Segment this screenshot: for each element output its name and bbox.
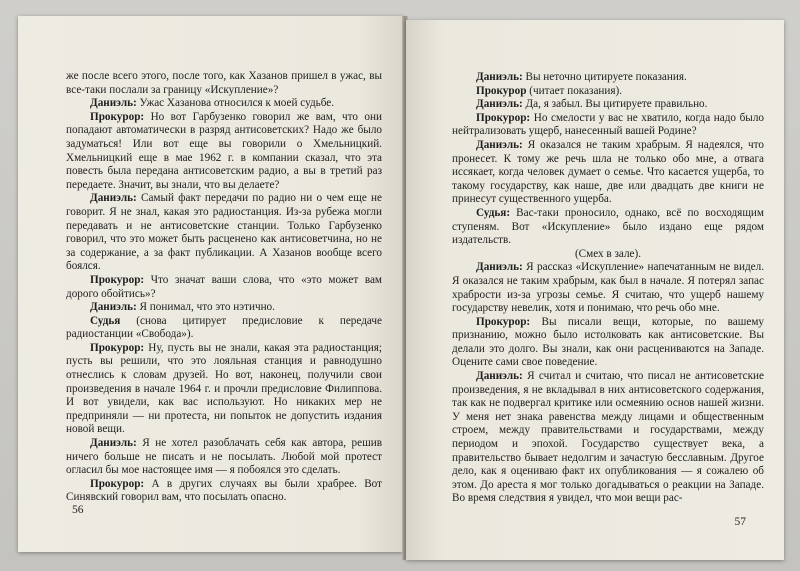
paragraph-text: Вы писали вещи, которые, по вашему признанию, можно было истолковать как антисоветские. Вы делали это долго. Вы знали, как они расцениваются на Западе. Оцените сами свое поведение. — [452, 315, 764, 369]
dialogue-paragraph — [452, 98, 764, 112]
speaker-name: Даниэль: — [476, 71, 523, 83]
paragraph-text: же после всего этого, после того, как Хазанов пришел в ужас, вы все-таки послали за границу «Искупление»? — [66, 70, 382, 96]
paragraph-text: Я оказался не таким храбрым. Я надеялся, что пронесет. К тому же речь шла не только обо мне, а отвага иссякает, когда человек думает о семье. Что касается ущерба, то такому государству, как наше, две или двадцать две книги не принесут существенного ущерба. — [452, 138, 764, 206]
speaker-name: Прокурор — [476, 84, 527, 97]
dialogue-paragraph — [66, 97, 382, 111]
paragraph-text: Я считал и считаю, что писал не антисоветские произведения, я не вкладывал в них антисоветского содержания, так как не подвергал критике или осмеянию основ нашей жизни. У меня нет знака равенства между лицами и общественным строем, между правительствами и государствами, между периодом и эпохой. Государство существует века, а правительство бывает недолгим и зачастую бесславным. Другое дело, как я оцениваю факт их опубликования — я сожалею об этом. До ареста я мог только догадываться о реакции на Западе. Во время следствия я увидел, что мои вещи рас- — [452, 370, 764, 505]
dialogue-paragraph — [452, 85, 764, 99]
stage-direction: (Смех в зале). — [574, 247, 642, 260]
speaker-name: Даниэль: — [476, 261, 523, 274]
paragraph-text: Вас-таки проносило, однако, всё по восходящим ступеням. Вот «Искупление» было издано еще рядом издательств. — [452, 206, 764, 247]
dialogue-paragraph — [452, 71, 764, 85]
dialogue-paragraph — [452, 261, 764, 315]
dialogue-paragraph — [66, 70, 382, 97]
dialogue-paragraph — [66, 437, 382, 478]
paragraph-text: Я понимал, что это нэтично. — [136, 301, 275, 314]
paragraph-text: Я рассказ «Искупление» напечатанным не видел. Я оказался не таким храбрым, как был в начале. Я потерял запас храбрости из-за угрозы семье. Я считаю, что ущерб нашему государству невелик, хотя и понимаю, что речь обо мне. — [452, 261, 764, 315]
speaker-name: Даниэль: — [90, 192, 137, 205]
right-page-text — [452, 71, 764, 506]
paragraph-text: Ужас Хазанова относился к моей судьбе. — [136, 97, 335, 110]
speaker-name: Даниэль: — [90, 437, 137, 450]
speaker-name: Прокурор: — [90, 477, 145, 490]
speaker-name: Даниэль: — [90, 301, 137, 314]
dialogue-paragraph — [452, 370, 764, 506]
right-page — [406, 20, 784, 560]
speaker-name: Даниэль: — [90, 97, 137, 110]
speaker-name: Судья — [90, 314, 121, 327]
paragraph-text: А в других случаях вы были храбрее. Вот Синявский говорил вам, что посылать опасно. — [66, 477, 382, 504]
dialogue-paragraph — [66, 315, 382, 342]
dialogue-paragraph — [452, 112, 764, 139]
paragraph-text: Что значат ваши слова, что «это может вам дорого обойтись»? — [66, 273, 382, 300]
dialogue-paragraph — [66, 478, 382, 505]
dialogue-paragraph — [66, 342, 382, 437]
paragraph-text: Вы неточно цитируете показания. — [522, 71, 687, 83]
speaker-name: Прокурор: — [90, 273, 145, 286]
dialogue-paragraph — [66, 192, 382, 274]
paragraph-text: Да, я забыл. Вы цитируете правильно. — [522, 98, 708, 111]
speaker-name: Судья: — [476, 206, 511, 219]
page-number-right: 57 — [734, 516, 746, 528]
paragraph-text: Но смелости у вас не хватило, когда надо было нейтрализовать ущерб, нанесенный вашей Родине? — [452, 111, 764, 138]
paragraph-text: Я не хотел разоблачать себя как автора, решив ничего больше не писать и не посылать. Любой мой протест огласил бы мое настоящее имя — я побоялся это сделать. — [66, 437, 382, 477]
dialogue-paragraph — [66, 301, 382, 315]
paragraph-text: Самый факт передачи по радио ни о чем еще не говорит. Я не знал, какая это радиостанция. Из-за рубежа могли передавать и не антисоветские станции. Только Гарбузенко говорил, что это может быть расценено как антисоветчина, но не за содержание, а за факт публикации. А Хазанов вообще всего боялся. — [66, 192, 382, 273]
speaker-name: Прокурор: — [476, 111, 531, 124]
paragraph-text: (читает показания). — [526, 84, 623, 97]
speaker-name: Прокурор: — [476, 315, 531, 328]
speaker-name: Прокурор: — [90, 110, 145, 123]
page-number-left: 56 — [72, 504, 84, 516]
speaker-name: Прокурор: — [90, 341, 145, 354]
speaker-name: Даниэль: — [476, 138, 523, 151]
paragraph-text: Ну, пусть вы не знали, какая эта радиостанция; пусть вы решили, что это лояльная станция и равнодушно отнеслись к словам друзей. Но вот, наконец, получили свои произведения в начале 1964 г. и прочли предисловие Филиппова. И вот увидели, как вас используют. Но никаких мер не предприняли — ни протеста, ни попыток не допустить издания новой вещи. — [66, 341, 382, 436]
dialogue-paragraph — [66, 111, 382, 193]
left-page — [18, 16, 404, 552]
dialogue-paragraph — [66, 274, 382, 301]
dialogue-paragraph — [452, 316, 764, 370]
paragraph-text: (снова цитирует предисловие к передаче радиостанции «Свобода»). — [66, 314, 382, 341]
dialogue-paragraph — [452, 207, 764, 248]
speaker-name: Даниэль: — [476, 370, 523, 383]
paragraph-text: Но вот Гарбузенко говорил же вам, что они попадают автоматически в разряд антисоветских? Надо же было задуматься! Или вот еще вы говорили о Хмельницкий. Хмельницкий еще в мае 1962 г. в компании сказал, что эта повесть была передана антисоветским радио, а вы в третий раз передаете. Значит, вы знали, что вы делаете? — [66, 110, 382, 191]
left-page-text — [66, 70, 382, 505]
speaker-name: Даниэль: — [476, 98, 523, 111]
dialogue-paragraph — [452, 139, 764, 207]
